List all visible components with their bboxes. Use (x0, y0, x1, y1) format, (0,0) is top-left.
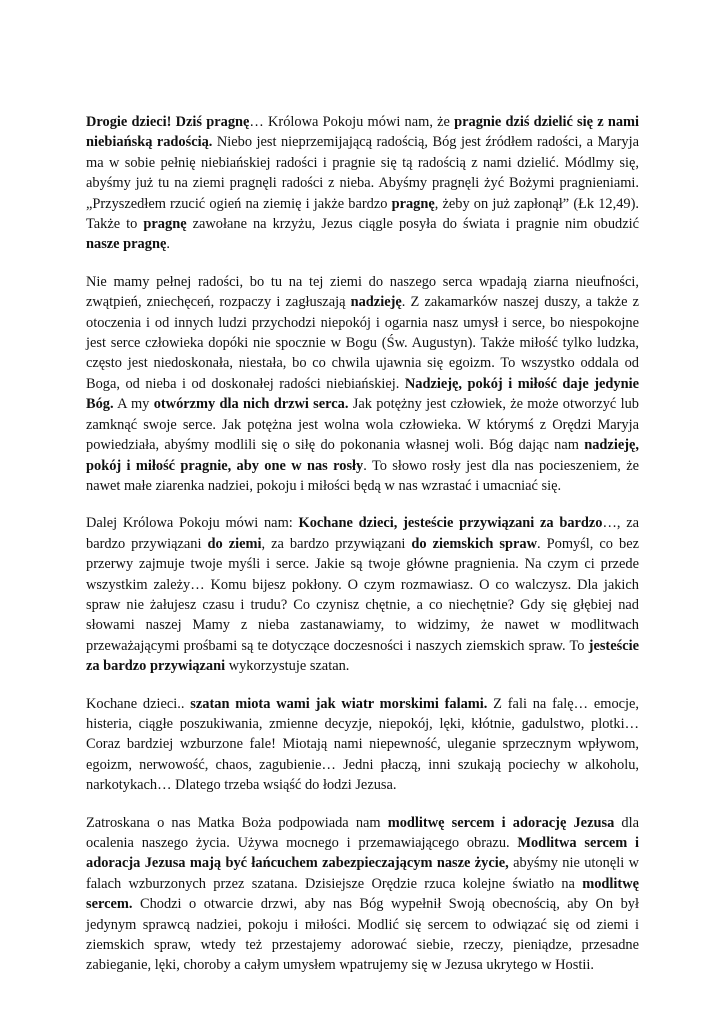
bold-text-run: do ziemi (207, 535, 262, 552)
text-run: . To słowo rosły jest dla nas pocieszeniem, że nawet małe ziarenka nadziei, pokoju i miłości będą w nas wzrastać i umacniać się. (86, 457, 639, 494)
text-run: . Z zakamarków naszej duszy, a także z otoczenia i od innych ludzi przychodzi niepokój i ogarnia nasz umysł i serce, bo niespokojne jest serce człowieka dopóki nie spocznie w Bogu (Św. Augustyn). Także miłość tylko ludzka, często jest niedoskonała, niestała, bo co chwila ujawnia się egoizm. To wszystko oddala od Boga, od nieba i od doskonałej radości niebiańskiej. (86, 294, 639, 392)
text-run: dla ocalenia naszego życia. Używa mocnego i przemawiającego obrazu. (86, 814, 639, 851)
text-run: Chodzi o otwarcie drzwi, aby nas Bóg wypełnił Swoją obecnością, aby On był jedynym sprawcą nadziei, pokoju i miłości. Modlić się sercem to odwiązać się od ziemi i ziemskich spraw, wtedy też przestajemy adorować siebie, rzeczy, pieniądze, przesadne zabieganie, lęki, choroby a całym umysłem wpatrujemy się w Jezusa ukrytego w Hostii. (86, 896, 639, 974)
text-run: , za bardzo przywiązani (261, 535, 412, 552)
bold-text-run: otwórzmy dla nich drzwi serca. (153, 396, 349, 413)
text-run: Kochane dzieci.. (86, 695, 191, 712)
bold-text-run: nadzieję (350, 294, 402, 311)
bold-text-run: pragnę (143, 216, 187, 233)
text-run: … Królowa Pokoju mówi nam, że (249, 114, 455, 130)
document-body (86, 112, 639, 976)
text-run: wykorzystuje szatan. (225, 658, 350, 675)
text-run: Dalej Królowa Pokoju mówi nam: (86, 515, 299, 532)
text-run: . (166, 236, 170, 253)
text-run: Nie mamy pełnej radości, bo tu na tej ziemi do naszego serca wpadają ziarna nieufności, zwątpień, zniechęceń, rozpaczy i zagłuszają (86, 273, 639, 311)
text-run: Zatroskana o nas Matka Boża podpowiada nam (86, 814, 388, 831)
text-run: abyśmy nie utonęli w falach wzburzonych przez szatana. Dzisiejsze Orędzie rzuca kolejne światło na (86, 855, 639, 892)
paragraph-1 (86, 112, 639, 255)
bold-text-run: do ziemskich spraw (411, 535, 537, 552)
paragraph-5 (86, 813, 639, 976)
bold-text-run: nadzieję, pokój i miłość pragnie, aby one w nas rosły (86, 437, 639, 474)
bold-text-run: nasze pragnę (86, 236, 167, 253)
text-run: Jak potężny jest człowiek, że może otworzyć lub zamknąć swoje serce. Jak potężna jest wolna wola człowieka. W którymś z Orędzi Maryja powiedziała, abyśmy modlili się o siłę do pokonania własnej woli. Bóg dając nam (86, 396, 639, 454)
bold-text-run: szatan miota wami jak wiatr morskimi falami. (190, 695, 488, 712)
text-run: Z fali na falę… emocje, histeria, ciągłe poszukiwania, zmienne decyzje, niepokój, lęki, kłótnie, gadulstwo, plotki… Coraz bardziej wzburzone fale! Miotają nami niepewność, uleganie sprzecznym wpływom, egoizm, nerwowość, chaos, zagubienie… Jedni płaczą, inni szukają pociechy w alkoholu, narkotykach… Dlatego trzeba wsiąść do łodzi Jezusa. (86, 695, 640, 794)
text-run: …, za bardzo przywiązani (86, 515, 639, 552)
bold-text-run: pragnie dziś dzielić się z nami niebiańską radością. (86, 114, 640, 151)
bold-text-run: modlitwę sercem. (86, 875, 639, 913)
paragraph-3 (86, 513, 639, 676)
bold-text-run: Modlitwa sercem i adoracja Jezusa mają być łańcuchem zabezpieczającym nasze życie, (86, 835, 639, 872)
bold-text-run: Kochane dzieci, jesteście przywiązani za bardzo (298, 515, 603, 532)
text-run: A my (113, 396, 154, 413)
paragraph-2 (86, 272, 639, 496)
text-run: zawołane na krzyżu, Jezus ciągle posyła do świata i pragnie nim obudzić (186, 216, 639, 233)
bold-text-run: modlitwę sercem i adorację Jezusa (387, 814, 615, 831)
bold-text-run: Nadzieję, pokój i miłość daje jedynie Bóg. (86, 375, 639, 413)
bold-text-run: jesteście za bardzo przywiązani (86, 637, 639, 675)
paragraph-4 (86, 694, 639, 796)
text-run: . Pomyśl, co bez przerwy zajmuje twoje myśli i serce. Jakie są twoje główne pragnienia. Na czym ci przede wszystkim zależy… Komu bijesz pokłony. O czym rozmawiasz. O co walczysz. Dla jakich spraw nie żałujesz czasu i trudu? Co czynisz chętnie, a co niechętnie? Gdy się głębiej nad słowami naszej Mamy z nieba zastanawiamy, to widzimy, że nawet w modlitwach przeważającymi prośbami są te dotyczące doczesności i naszych ziemskich spraw. To (86, 535, 639, 654)
bold-text-run: Drogie dzieci! Dziś pragnę (86, 114, 250, 130)
text-run: Niebo jest nieprzemijającą radością, Bóg jest źródłem radości, a Maryja ma w sobie pełnię niebiańskiej radości i pragnie się tą radością z nami dzielić. Módlmy się, abyśmy już tu na ziemi pragnęli radości z nieba. Abyśmy pragnęli żyć Bożymi pragnieniami. „Przyszedłem rzucić ogień na ziemię i jakże bardzo (86, 134, 640, 212)
text-run: , żeby on już zapłonął” (Łk 12,49). Także to (86, 195, 639, 233)
bold-text-run: pragnę (391, 195, 435, 212)
